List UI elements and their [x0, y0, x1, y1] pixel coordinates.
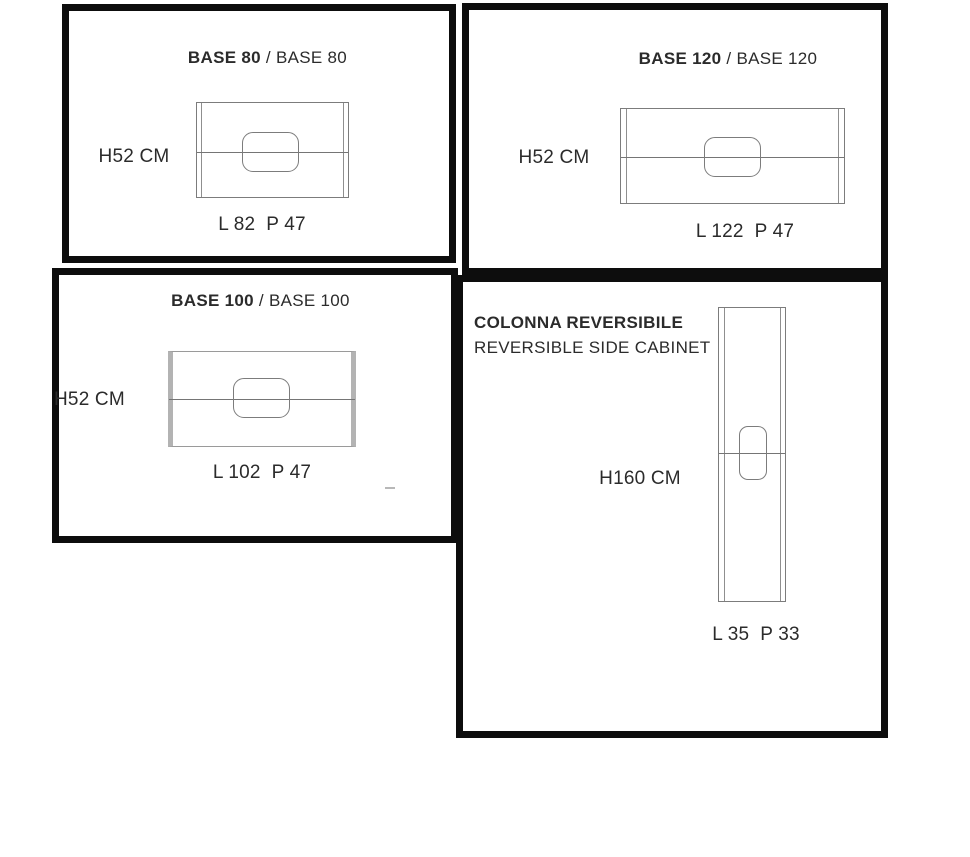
- height-label: H160 CM: [599, 468, 681, 489]
- height-label: H52 CM: [54, 389, 125, 410]
- panel-title-italian: BASE 120: [638, 49, 722, 68]
- panel-title-italian: BASE 80: [187, 48, 261, 67]
- width-depth-label: L 82 P 47: [218, 214, 306, 235]
- height-label: H52 CM: [98, 146, 170, 167]
- column-left-panel-line: [724, 308, 725, 601]
- width-depth-label: L 102 P 47: [212, 462, 312, 483]
- panel-title-english: / BASE 80: [260, 48, 348, 67]
- column-handle-recess: [739, 426, 767, 480]
- panel-title-english: / BASE 100: [253, 291, 350, 310]
- width-depth-label: L 122 P 47: [695, 221, 795, 242]
- width-depth-label: L 35 P 33: [712, 624, 800, 645]
- panel-title-english: REVERSIBLE SIDE CABINET: [474, 338, 711, 357]
- height-label: H52 CM: [518, 147, 590, 168]
- column-right-panel-line: [780, 308, 781, 601]
- panel-title-italian: BASE 100: [171, 291, 254, 310]
- panel-title-english: / BASE 120: [721, 49, 818, 68]
- panel-title-italian: COLONNA REVERSIBILE: [474, 313, 684, 332]
